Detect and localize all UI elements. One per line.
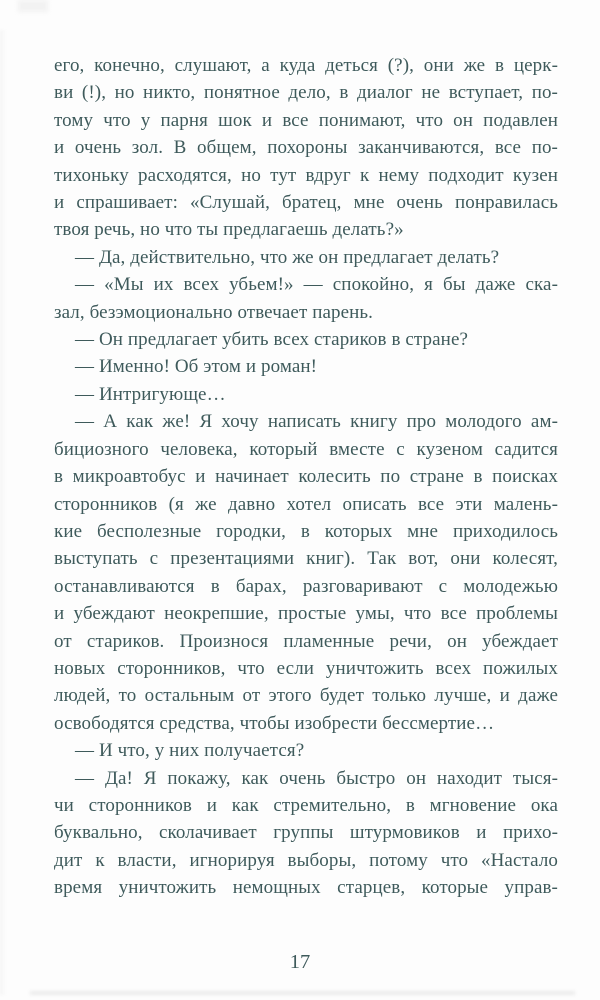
text-line: освободятся средства, чтобы изобрести бессмертие…	[54, 712, 495, 734]
text-line: время уничтожить немощных старцев, которые управ-	[54, 877, 558, 899]
text-line: и спрашивает: «Слушай, братец, мне очень понравилась	[54, 192, 558, 214]
text-line: останавливаются в барах, разговаривают с молодежью	[54, 575, 558, 597]
scan-smudge	[0, 30, 6, 995]
text-line: тихоньку расходятся, но тут вдруг к нему подходит кузен	[54, 164, 558, 186]
text-line: в микроавтобус и начинает колесить по стране в поисках	[54, 466, 558, 488]
text-line: буквально, сколачивает группы штурмовиков и прихо-	[54, 822, 558, 844]
text-line: выступать с презентациями книг). Так вот, они колесят,	[54, 548, 558, 570]
text-line: новых сторонников, что если уничтожить всех пожилых	[54, 657, 558, 679]
text-line: — Именно! Об этом и роман!	[75, 356, 318, 378]
text-line: кие бесполезные городки, в которых мне приходилось	[54, 520, 558, 542]
text-line: от стариков. Произнося пламенные речи, он убеждает	[54, 630, 558, 652]
page-number: 17	[289, 951, 311, 973]
page-text	[54, 52, 558, 902]
text-line: и очень зол. В общем, похороны заканчиваются, все по-	[54, 137, 558, 159]
text-line: — А как же! Я хочу написать книгу про молодого ам-	[75, 411, 558, 433]
text-line: сторонников (я же давно хотел описать все эти малень-	[54, 493, 558, 515]
text-line: — Да! Я покажу, как очень быстро он находит тыся-	[75, 767, 558, 789]
text-line: — Он предлагает убить всех стариков в стране?	[75, 329, 469, 351]
text-line: людей, то остальным от этого будет только лучше, и даже	[54, 685, 558, 707]
text-line: — И что, у них получается?	[75, 740, 305, 762]
text-line: — «Мы их всех убьем!» — спокойно, я бы даже ска-	[75, 274, 558, 296]
text-line: — Интригующе…	[75, 383, 226, 405]
text-line: тому что у парня шок и все понимают, что он подавлен	[54, 109, 558, 131]
scan-smudge	[30, 991, 575, 995]
text-line: чи сторонников и как стремительно, в мгновение ока	[54, 794, 558, 816]
text-line: — Да, действительно, что же он предлагает делать?	[75, 246, 500, 268]
text-line: зал, безэмоционально отвечает парень.	[54, 301, 374, 323]
text-line: и убеждают неокрепшие, простые умы, что все проблемы	[54, 603, 558, 625]
scan-smudge	[18, 0, 48, 12]
text-line: ви (!), но никто, понятное дело, в диалог не вступает, по-	[54, 82, 558, 104]
text-line: бициозного человека, который вместе с кузеном садится	[54, 438, 558, 460]
text-line: твоя речь, но что ты предлагаешь делать?»	[54, 219, 404, 241]
text-line: дит к власти, игнорируя выборы, потому что «Настало	[54, 849, 558, 871]
text-line: его, конечно, слушают, а куда деться (?), они же в церк-	[54, 55, 558, 76]
